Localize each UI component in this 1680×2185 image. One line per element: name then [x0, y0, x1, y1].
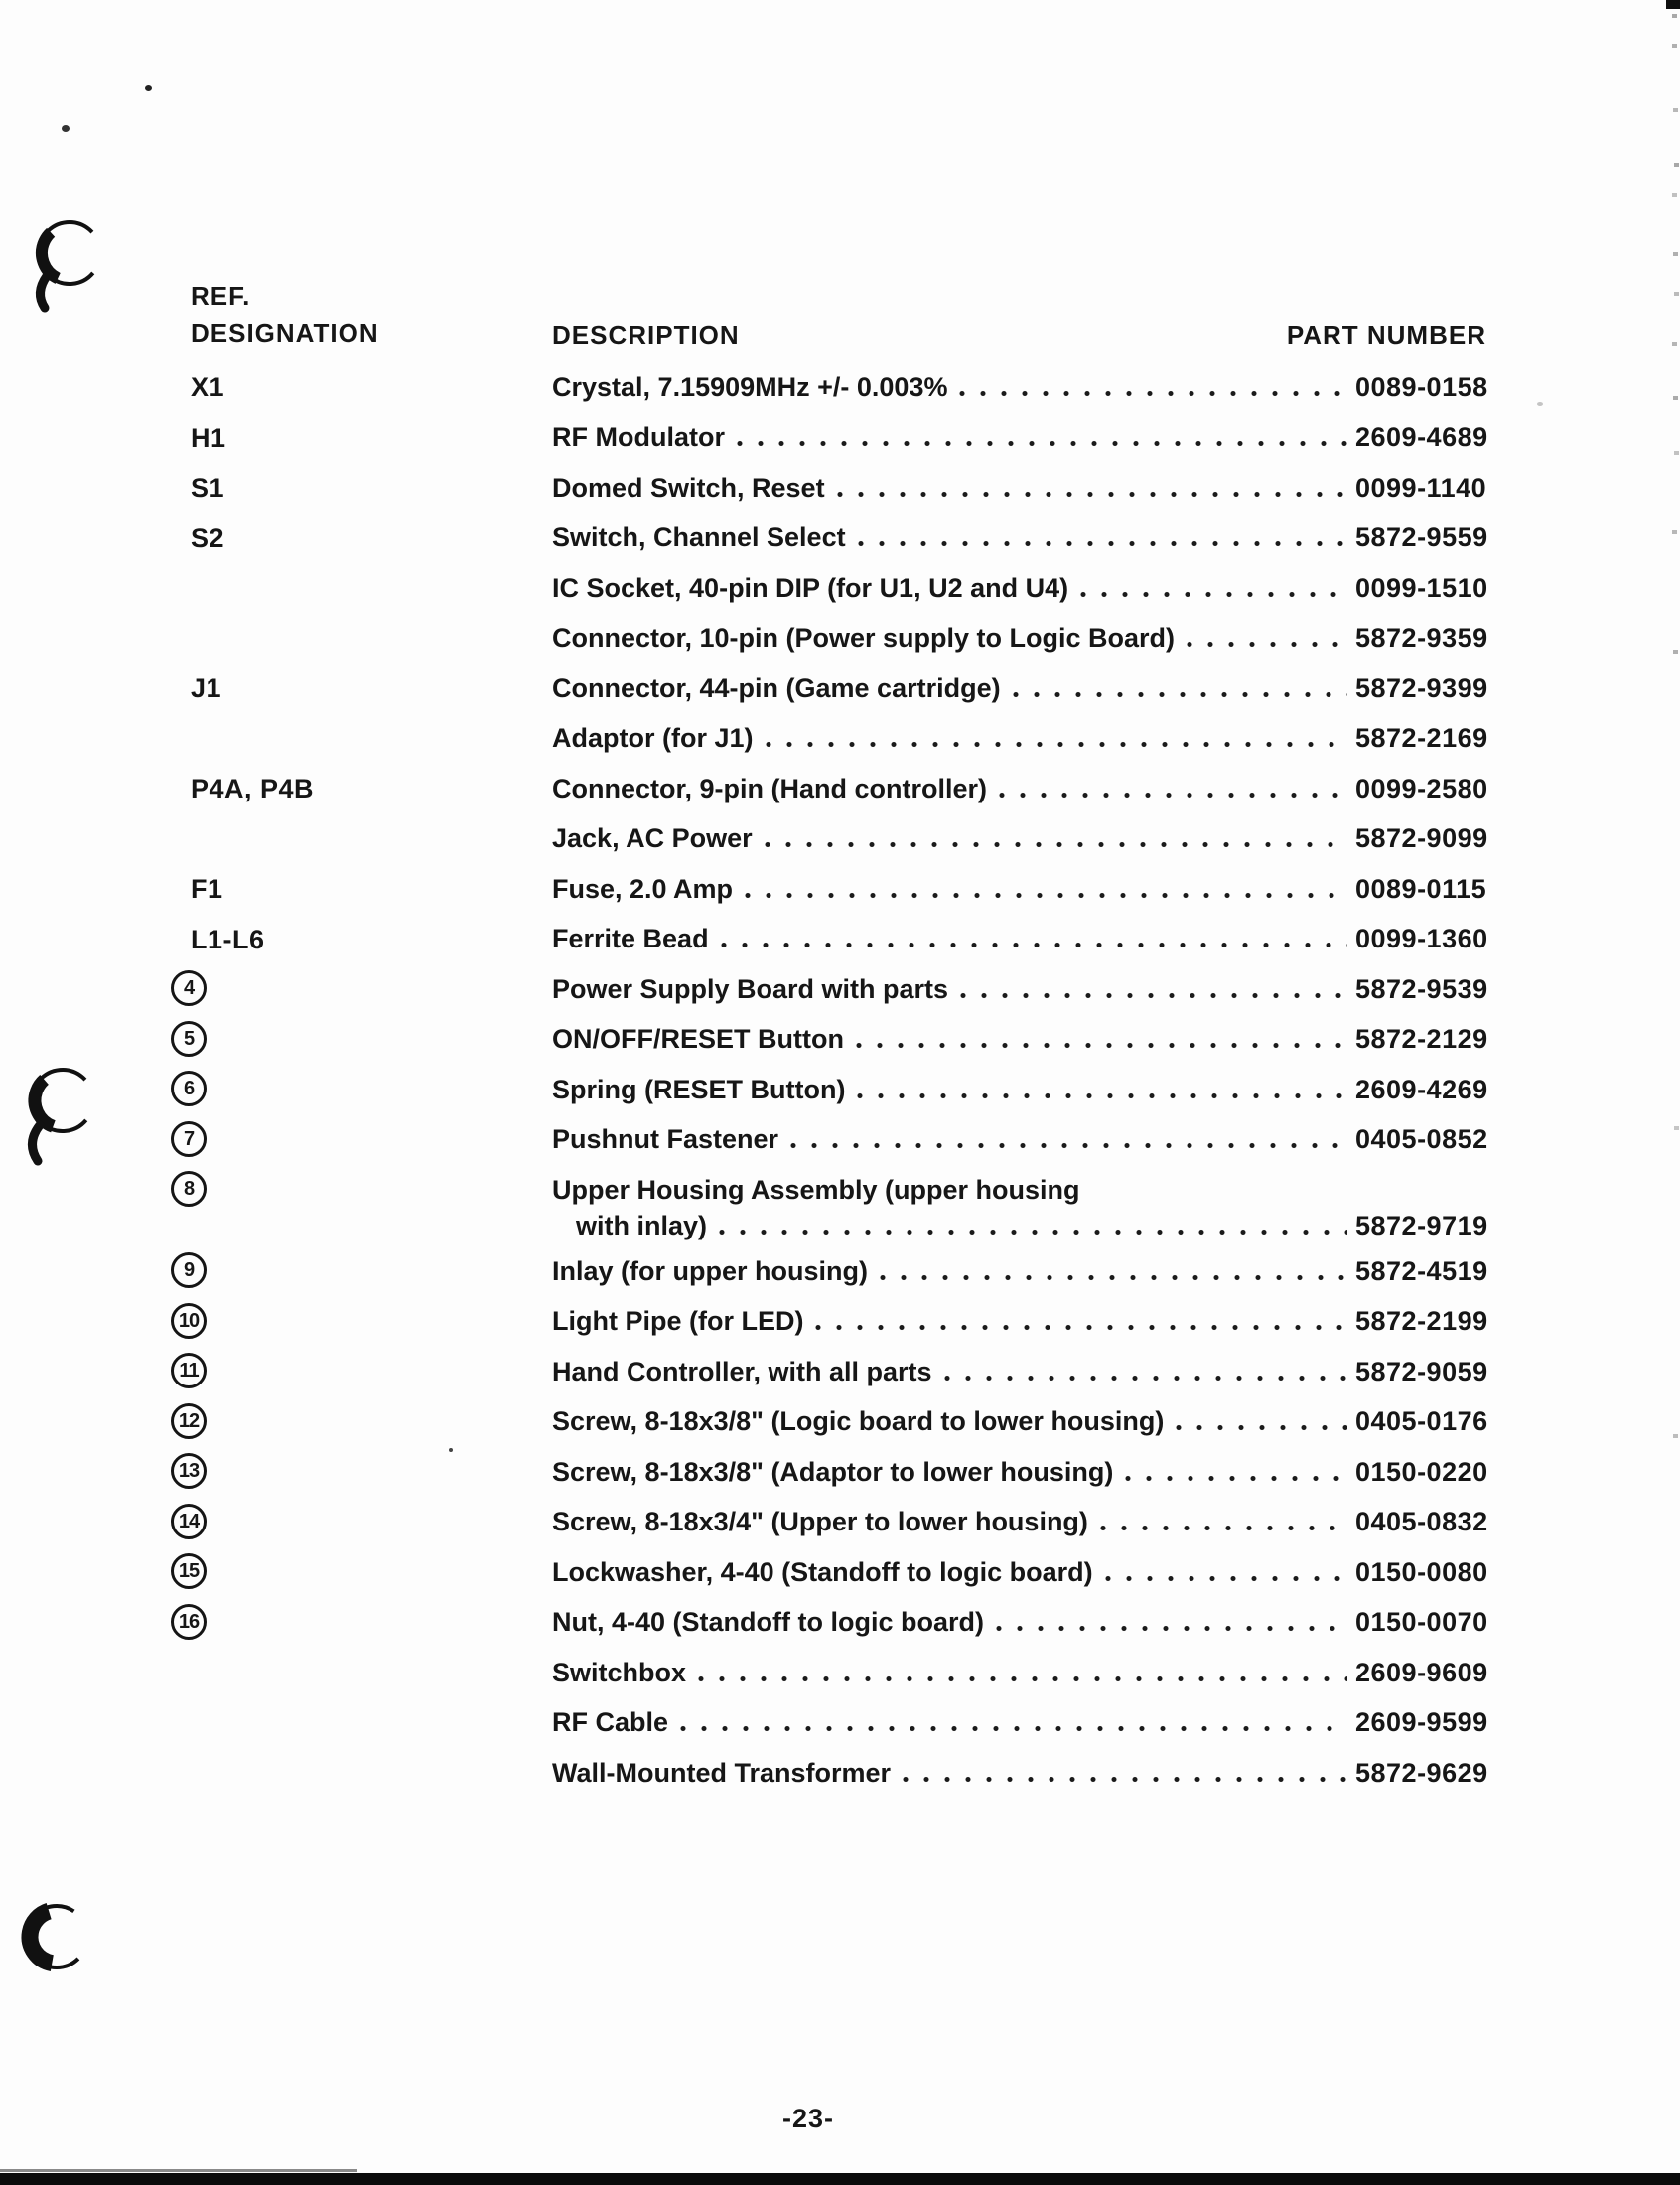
row-ref-designation: X1 [191, 372, 225, 402]
row-description: Lockwasher, 4-40 (Standoff to logic board) [552, 1556, 1093, 1587]
table-row [0, 915, 1680, 964]
table-row [0, 1648, 1680, 1697]
dot-leader [837, 491, 1347, 498]
table-row [0, 663, 1680, 713]
table-row [0, 1698, 1680, 1748]
row-ref-circled-number: 11 [171, 1353, 207, 1388]
row-ref-designation: P4A, P4B [191, 774, 315, 803]
row-part-number: 5872-9399 [1355, 672, 1488, 703]
row-ref-designation: S2 [191, 522, 225, 553]
table-row [0, 1297, 1680, 1347]
table-row [0, 363, 1680, 412]
row-ref-circled-number: 4 [171, 970, 207, 1006]
table-row [0, 1447, 1680, 1497]
dot-leader [1013, 691, 1347, 698]
row-part-number: 5872-9099 [1355, 823, 1488, 853]
row-description: Jack, AC Power [552, 823, 753, 853]
row-ref-circled-number: 9 [171, 1252, 207, 1288]
table-row [0, 413, 1680, 463]
table-row [0, 1498, 1680, 1547]
table-row [0, 1547, 1680, 1597]
row-part-number: 0089-0158 [1355, 371, 1488, 402]
row-ref-circled-number: 16 [171, 1604, 207, 1640]
dot-leader [680, 1725, 1347, 1732]
table-row [0, 1065, 1680, 1114]
dot-leader [944, 1375, 1347, 1382]
row-ref-circled-number: 12 [171, 1403, 207, 1439]
row-description: Switchbox [552, 1657, 687, 1687]
row-ref-circled-number: 13 [171, 1453, 207, 1489]
table-row [0, 1165, 1680, 1250]
row-part-number: 0099-1360 [1355, 924, 1488, 953]
row-part-number: 2609-9599 [1355, 1707, 1488, 1737]
row-part-number: 2609-4269 [1355, 1074, 1488, 1104]
row-part-number: 5872-2129 [1355, 1024, 1488, 1054]
dot-leader [721, 942, 1347, 948]
dot-leader [1080, 591, 1347, 598]
row-part-number: 5872-9539 [1355, 973, 1488, 1004]
row-part-number: 0405-0832 [1355, 1507, 1488, 1536]
row-ref-circled-number: 14 [171, 1504, 207, 1539]
row-description: Connector, 10-pin (Power supply to Logic Board) [552, 623, 1176, 653]
row-description: Screw, 8-18x3/8" (Adaptor to lower housing) [552, 1456, 1114, 1487]
dot-leader [903, 1776, 1347, 1783]
table-row [0, 1748, 1680, 1798]
row-description: Connector, 9-pin (Hand controller) [552, 773, 988, 803]
row-description: Adaptor (for J1) [552, 723, 754, 753]
row-part-number: 5872-9059 [1355, 1356, 1488, 1386]
table-row [0, 1246, 1680, 1296]
row-part-number: 5872-4519 [1355, 1255, 1488, 1286]
dot-leader [1105, 1575, 1347, 1582]
row-part-number: 0099-1140 [1355, 472, 1487, 503]
row-ref-circled-number: 10 [171, 1303, 207, 1339]
table-row [0, 563, 1680, 613]
dot-leader [698, 1675, 1347, 1682]
row-part-number: 2609-9609 [1355, 1657, 1488, 1687]
dot-leader [1125, 1475, 1347, 1482]
dot-leader [959, 390, 1347, 397]
row-description: Spring (RESET Button) [552, 1074, 846, 1104]
row-description: Switch, Channel Select [552, 522, 846, 552]
row-ref-circled-number: 6 [171, 1071, 207, 1106]
row-description: Screw, 8-18x3/8" (Logic board to lower housing) [552, 1406, 1165, 1436]
description-header: DESCRIPTION [552, 320, 740, 350]
row-part-number: 2609-4689 [1355, 422, 1488, 452]
dot-leader [765, 841, 1347, 848]
part-number-header: PART NUMBER [1286, 320, 1486, 350]
row-ref-designation: L1-L6 [191, 924, 265, 954]
row-description: Light Pipe (for LED) [552, 1306, 804, 1336]
row-part-number: 5872-9629 [1355, 1757, 1488, 1788]
row-description: Connector, 44-pin (Game cartridge) [552, 672, 1001, 703]
table-row [0, 764, 1680, 813]
row-part-number: 0089-0115 [1355, 873, 1487, 904]
table-row [0, 1115, 1680, 1165]
dot-leader [737, 440, 1347, 447]
table-row [0, 513, 1680, 563]
table-row [0, 1397, 1680, 1447]
dot-leader [815, 1324, 1347, 1331]
dot-leader [999, 792, 1347, 799]
row-part-number: 0099-1510 [1355, 572, 1488, 603]
row-ref-designation: H1 [191, 422, 226, 453]
dot-leader [856, 1042, 1347, 1049]
row-part-number: 5872-2199 [1355, 1306, 1488, 1336]
row-description: Pushnut Fastener [552, 1124, 779, 1154]
page-number: -23- [781, 2104, 834, 2133]
row-description: ON/OFF/RESET Button [552, 1024, 844, 1054]
row-description: Power Supply Board with parts [552, 973, 949, 1004]
row-description: RF Cable [552, 1707, 669, 1737]
row-description: Nut, 4-40 (Standoff to logic board) [552, 1607, 984, 1637]
dot-leader [1187, 641, 1347, 648]
ref-designation-header-line1: REF. [191, 281, 251, 311]
dot-leader [960, 992, 1347, 999]
row-ref-designation: F1 [191, 874, 223, 904]
row-part-number: 5872-9559 [1355, 522, 1488, 552]
row-description: Hand Controller, with all parts [552, 1356, 932, 1386]
row-ref-circled-number: 8 [171, 1171, 207, 1207]
row-ref-designation: S1 [191, 473, 225, 503]
row-part-number: 5872-9359 [1355, 623, 1488, 653]
row-description: Crystal, 7.15909MHz +/- 0.003% [552, 371, 948, 402]
row-description: Screw, 8-18x3/4" (Upper to lower housing) [552, 1507, 1088, 1536]
dot-leader [858, 540, 1347, 547]
row-description: Domed Switch, Reset [552, 472, 825, 503]
table-row [0, 1598, 1680, 1648]
row-ref-circled-number: 15 [171, 1553, 207, 1589]
table-row [0, 1015, 1680, 1065]
row-ref-circled-number: 7 [171, 1121, 207, 1157]
row-part-number: 0150-0080 [1355, 1556, 1488, 1587]
row-description: with inlay) [576, 1210, 708, 1240]
row-part-number: 0405-0176 [1355, 1406, 1488, 1436]
row-ref-designation: J1 [191, 673, 222, 703]
dot-leader [766, 741, 1348, 748]
table-row [0, 864, 1680, 914]
row-part-number: 5872-9719 [1355, 1210, 1488, 1240]
dot-leader [790, 1142, 1347, 1149]
row-description: Ferrite Bead [552, 924, 709, 953]
row-description-first-line: Upper Housing Assembly (upper housing [552, 1175, 1080, 1205]
row-description: IC Socket, 40-pin DIP (for U1, U2 and U4) [552, 572, 1069, 603]
row-part-number: 0150-0220 [1355, 1456, 1488, 1487]
row-description: Fuse, 2.0 Amp [552, 873, 734, 904]
row-part-number: 0099-2580 [1355, 773, 1488, 803]
ref-designation-header-line2: DESIGNATION [191, 318, 379, 348]
table-row [0, 964, 1680, 1014]
table-row [0, 814, 1680, 864]
table-row [0, 714, 1680, 764]
table-row [0, 463, 1680, 512]
dot-leader [1176, 1424, 1347, 1431]
row-description: Inlay (for upper housing) [552, 1255, 868, 1286]
table-row [0, 1347, 1680, 1396]
row-part-number: 5872-2169 [1355, 723, 1488, 753]
dot-leader [745, 892, 1347, 899]
dot-leader [880, 1274, 1347, 1281]
row-description: RF Modulator [552, 422, 725, 452]
row-ref-circled-number: 5 [171, 1021, 207, 1057]
table-row [0, 614, 1680, 663]
row-description: Wall-Mounted Transformer [552, 1757, 892, 1788]
row-part-number: 0150-0070 [1355, 1607, 1488, 1637]
dot-leader [1100, 1525, 1347, 1531]
dot-leader [857, 1092, 1347, 1099]
row-part-number: 0405-0852 [1355, 1124, 1488, 1154]
dot-leader [996, 1625, 1347, 1632]
dot-leader [719, 1229, 1347, 1236]
